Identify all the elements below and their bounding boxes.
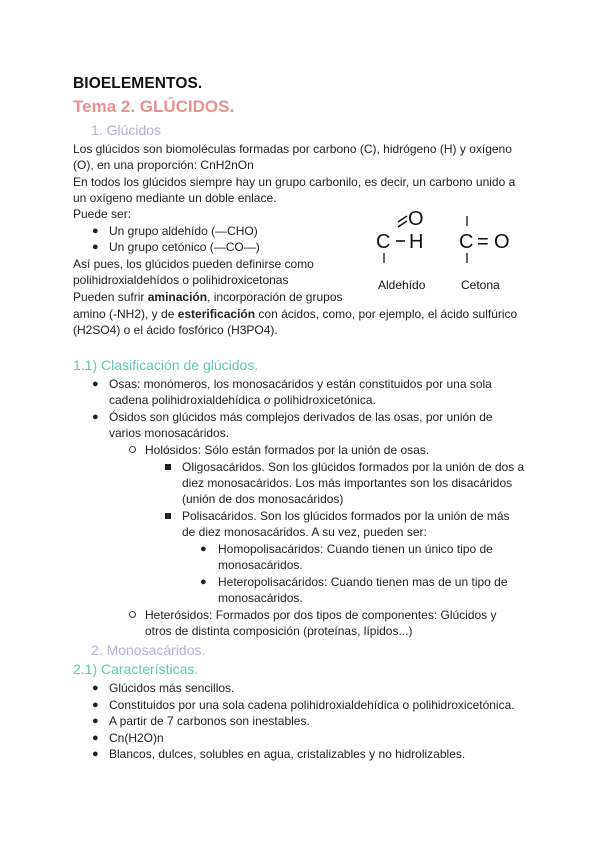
- paragraph-definition-line-2: (O), en una proporción: CnH2nOn: [73, 158, 254, 172]
- bullet-dot: ●: [200, 576, 207, 588]
- carbonyl-groups-figure: [360, 200, 530, 300]
- text-span: con ácidos, como, por ejemplo, el ácido sulfúrico: [255, 307, 518, 321]
- hollow-bullet: [129, 446, 136, 453]
- ketone-label: Cetona: [461, 278, 500, 292]
- bullet-dot: ●: [92, 241, 99, 253]
- list-item-heterosidos-line-2: otros de distinta composición (proteínas, lípidos...): [145, 624, 413, 638]
- list-item-characteristic-3: A partir de 7 carbonos son inestables.: [109, 714, 310, 728]
- list-item-heterosidos-line-1: Heterósidos: Formados por dos tipos de componentes: Glúcidos y: [145, 608, 497, 622]
- list-item-osas-line-1: Osas: monómeros, los monosacáridos y están constituidos por una sola: [109, 377, 492, 391]
- text-span: , incorporación de grupos: [207, 290, 343, 304]
- list-item-aldehyde-group: Un grupo aldehído (—CHO): [109, 224, 258, 238]
- aldehyde-structure: [376, 208, 426, 292]
- paragraph-definition-line-1: Los glúcidos son biomoléculas formadas por carbono (C), hidrógeno (H) y oxígeno: [73, 142, 512, 156]
- bold-term-aminacion: aminación: [147, 290, 208, 304]
- paragraph-amination-line-3: (H2SO4) o el ácido fosfórico (H3PO4).: [73, 323, 278, 337]
- list-item-osas-line-2: cadena polihidroxialdehídica o polihidroxicetónica.: [109, 393, 376, 407]
- bullet-dot: ●: [92, 411, 99, 423]
- list-item-characteristic-2: Constituidos por una sola cadena polihidroxialdehídica o polihidroxicetónica.: [109, 698, 515, 712]
- bullet-dot: ●: [92, 732, 99, 744]
- list-item-oligosacaridos-line-2: diez monosacáridos. Los más importantes son los disacáridos: [182, 476, 513, 490]
- bullet-dot: ●: [92, 225, 99, 237]
- text-span: amino (-NH2), y de: [73, 307, 178, 321]
- paragraph-amination-line-2: [73, 306, 517, 322]
- bullet-dot: ●: [92, 748, 99, 760]
- ketone-double-bond: =: [477, 231, 489, 253]
- list-item-heteropolisacaridos-line-2: monosacáridos.: [218, 591, 303, 605]
- ketone-carbon-atom: C: [459, 231, 474, 253]
- list-item-characteristic-1: Glúcidos más sencillos.: [109, 681, 235, 695]
- paragraph-carbonyl-line-2: un oxígeno mediante un doble enlace.: [73, 191, 277, 205]
- ketone-structure: [459, 216, 510, 292]
- document-subtitle: Tema 2. GLÚCIDOS.: [73, 97, 235, 116]
- text-span: Pueden sufrir: [73, 290, 148, 304]
- list-item-heteropolisacaridos-line-1: Heteropolisacáridos: Cuando tienen mas de un tipo de: [218, 575, 508, 589]
- aldehyde-label: Aldehído: [378, 278, 426, 292]
- list-item-ketone-group: Un grupo cetónico (—CO—): [109, 240, 260, 254]
- document-title: BIOELEMENTOS.: [73, 75, 203, 92]
- list-item-oligosacaridos-line-3: (unión de dos monosacáridos): [182, 492, 344, 506]
- list-item-oligosacaridos-line-1: Oligosacáridos. Son los glúcidos formados por la unión de dos a: [182, 460, 525, 474]
- bullet-dot: ●: [200, 543, 207, 555]
- square-bullet: [165, 513, 171, 519]
- list-item-homopolisacaridos-line-1: Homopolisacáridos: Cuando tienen un único tipo de: [218, 542, 493, 556]
- paragraph-amination-line-1: [73, 289, 343, 305]
- square-bullet: [165, 464, 171, 470]
- section-heading-clasificacion: 1.1) Clasificación de glúcidos.: [73, 357, 259, 373]
- ketone-oxygen-atom: O: [494, 231, 510, 253]
- aldehyde-hydrogen-atom: H: [409, 231, 424, 253]
- bullet-dot: ●: [92, 699, 99, 711]
- list-item-osidos-line-2: varios monosacáridos.: [109, 426, 230, 440]
- paragraph-carbonyl-line-1: En todos los glúcidos siempre hay un grupo carbonilo, es decir, un carbono unido a: [73, 175, 516, 189]
- hollow-bullet: [129, 611, 136, 618]
- bullet-dot: ●: [92, 378, 99, 390]
- list-item-osidos-line-1: Ósidos son glúcidos más complejos derivados de las osas, por unión de: [109, 410, 493, 424]
- list-item-holosidos: Holósidos: Sólo están formados por la unión de osas.: [145, 443, 430, 457]
- bold-term-esterificacion: esterificación: [177, 307, 256, 321]
- list-item-homopolisacaridos-line-2: monosacáridos.: [218, 558, 303, 572]
- bullet-dot: ●: [92, 715, 99, 727]
- bullet-dot: ●: [92, 682, 99, 694]
- paragraph-defined-as-line-1: Así pues, los glúcidos pueden definirse como: [73, 257, 314, 271]
- section-heading-monosacaridos: 2. Monosacáridos.: [91, 642, 206, 658]
- list-item-polisacaridos-line-1: Polisacáridos. Son los glúcidos formados por la unión de más: [182, 509, 510, 523]
- list-item-polisacaridos-line-2: de diez monosacáridos. A su vez, pueden ser:: [182, 525, 427, 539]
- section-heading-glucidos: 1. Glúcidos: [91, 122, 162, 138]
- paragraph-defined-as-line-2: polihidroxialdehídos o polihidroxicetonas: [73, 273, 289, 287]
- list-item-characteristic-4: Cn(H2O)n: [109, 731, 164, 745]
- list-item-characteristic-5: Blancos, dulces, solubles en agua, cristalizables y no hidrolizables.: [109, 747, 466, 761]
- aldehyde-carbon-atom: C: [376, 231, 391, 253]
- aldehyde-oxygen-atom: O: [408, 208, 424, 230]
- section-heading-caracteristicas: 2.1) Características.: [73, 661, 199, 677]
- paragraph-puede-ser: Puede ser:: [73, 207, 132, 221]
